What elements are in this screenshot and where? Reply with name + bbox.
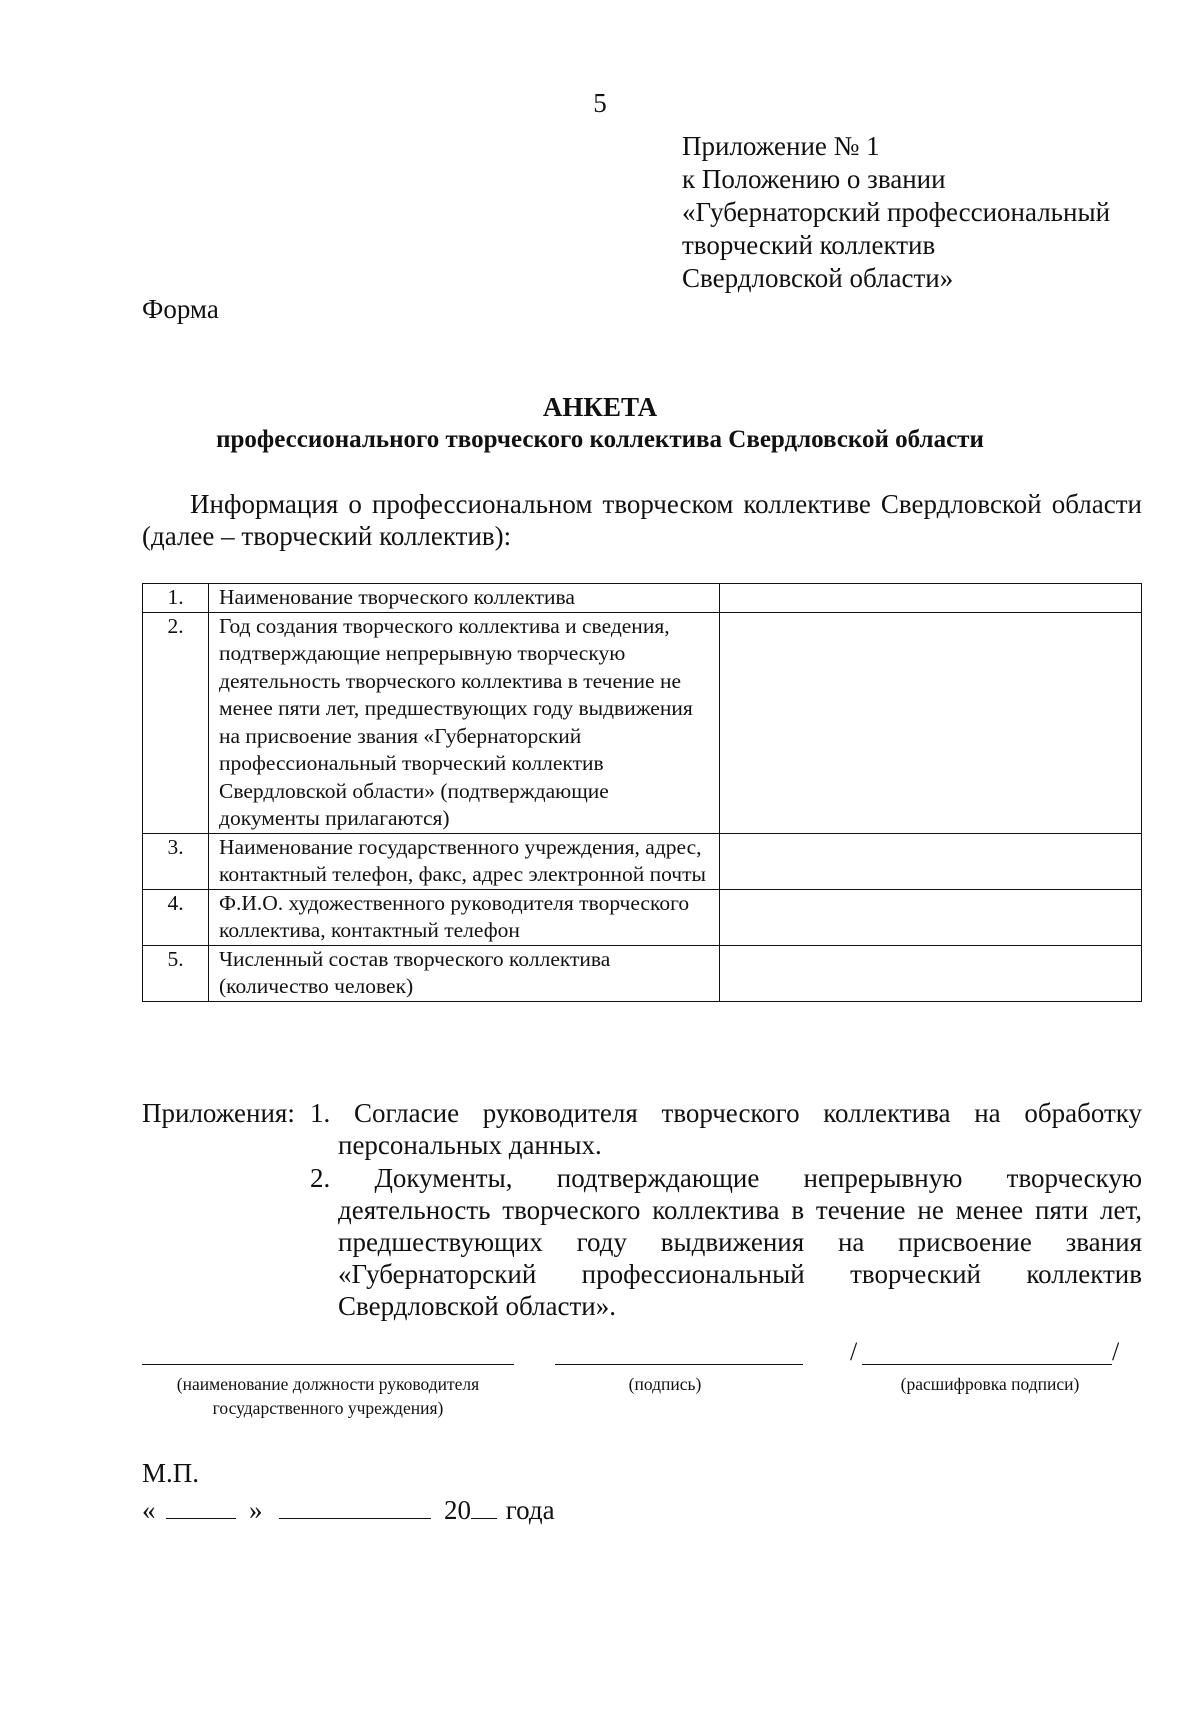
position-caption-line: государственного учреждения) [212, 1398, 444, 1418]
attachment-item: 2. Документы, подтверждающие непрерывную творческую деятельность творческого коллектива в течение не менее пяти лет, предшествующих году выдвижения на присвоение звания «Губернаторский профессиональный творческий коллектив Свердловской области». [310, 1163, 1142, 1321]
date-open-quote: « [142, 1495, 156, 1525]
document-subtitle: профессионального творческого коллектива Свердловской области [216, 426, 984, 453]
row-number: 4. [143, 889, 209, 945]
attachments-label: Приложения: [142, 1098, 295, 1128]
row-description: Год создания творческого коллектива и сведения, подтверждающие непрерывную творческую деятельность творческого коллектива в течение не менее пяти лет, предшествующих году выдвижения на присвоение звания «Губернаторский профессиональный творческий коллектив Свердловской области» (подтверждающие документы прилагаются) [209, 612, 720, 833]
appendix-ref-line: к Положению о звании [682, 164, 946, 194]
appendix-ref-line: «Губернаторский профессиональный [682, 197, 1111, 227]
table-row [143, 945, 1142, 1001]
row-value-field[interactable] [720, 584, 1142, 613]
table-row [143, 833, 1142, 889]
date-line [142, 1495, 555, 1525]
table-row [143, 889, 1142, 945]
appendix-ref-line: Приложение № 1 [682, 131, 880, 161]
row-number: 1. [143, 584, 209, 613]
year-prefix: 20 [444, 1495, 471, 1525]
attachment-item: 1. Согласие руководителя творческого коллектива на обработку персональных данных. [310, 1098, 1142, 1160]
row-value-field[interactable] [720, 889, 1142, 945]
decoding-caption: (расшифровка подписи) [900, 1374, 1080, 1394]
intro-paragraph: Информация о профессиональном творческом коллективе Свердловской области (далее – творческий коллектив): [142, 489, 1142, 551]
questionnaire-table [142, 583, 1142, 1002]
position-signature-line[interactable] [142, 1364, 514, 1365]
year-field[interactable] [471, 1496, 497, 1519]
day-field[interactable] [166, 1496, 236, 1519]
month-field[interactable] [279, 1496, 431, 1519]
position-caption-line: (наименование должности руководителя [176, 1374, 480, 1394]
row-description: Наименование государственного учреждения, адрес, контактный телефон, факс, адрес электронной почты [209, 833, 720, 889]
appendix-ref-line: творческий коллектив [682, 230, 936, 260]
form-label: Форма [142, 294, 219, 324]
row-number: 3. [143, 833, 209, 889]
date-close-quote: » [249, 1495, 263, 1525]
stamp-label: М.П. [142, 1458, 200, 1488]
decoding-signature-line[interactable] [862, 1364, 1112, 1365]
signature-caption: (подпись) [628, 1374, 702, 1394]
row-value-field[interactable] [720, 612, 1142, 833]
page-number: 5 [593, 88, 607, 118]
slash-right: / [1112, 1337, 1120, 1366]
row-description: Наименование творческого коллектива [209, 584, 720, 613]
position-caption [142, 1372, 514, 1420]
table-row [143, 584, 1142, 613]
appendix-ref-line: Свердловской области» [682, 263, 954, 293]
appendix-reference [682, 130, 1110, 295]
row-value-field[interactable] [720, 833, 1142, 889]
row-description: Численный состав творческого коллектива (количество человек) [209, 945, 720, 1001]
row-number: 2. [143, 612, 209, 833]
table-row [143, 612, 1142, 833]
slash-left: / [850, 1337, 858, 1366]
document-title: АНКЕТА [542, 392, 658, 422]
row-number: 5. [143, 945, 209, 1001]
year-suffix: года [505, 1495, 555, 1525]
row-description: Ф.И.О. художественного руководителя творческого коллектива, контактный телефон [209, 889, 720, 945]
signature-line[interactable] [555, 1364, 803, 1365]
row-value-field[interactable] [720, 945, 1142, 1001]
